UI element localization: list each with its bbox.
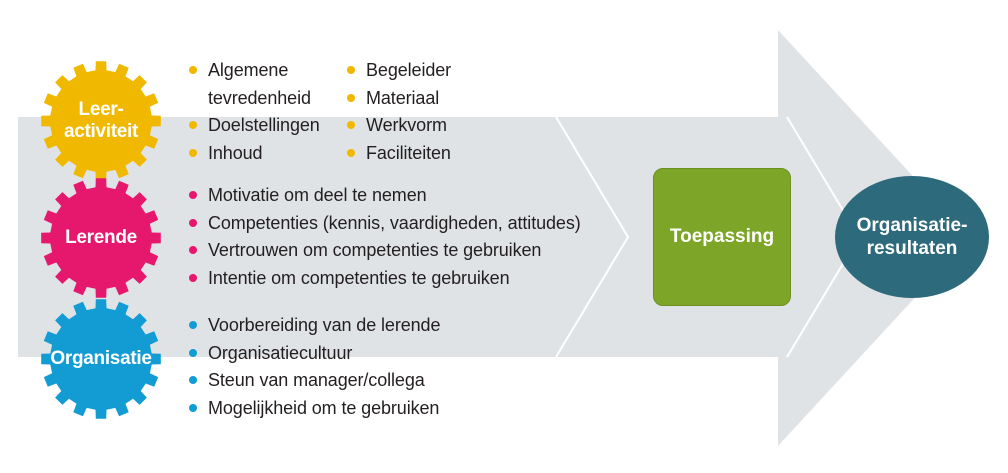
bullet-dot xyxy=(189,219,197,227)
list-item xyxy=(189,312,440,340)
list-item-text: Materiaal xyxy=(366,87,440,108)
bullet-dot xyxy=(189,349,197,357)
list-item xyxy=(189,85,342,113)
list-item-text: Intentie om competenties te gebruiken xyxy=(208,267,510,288)
list-item-text: Voorbereiding van de lerende xyxy=(208,315,441,335)
list-item xyxy=(189,367,440,395)
list-item xyxy=(189,182,581,210)
list-item-text: Begeleider xyxy=(366,60,452,80)
list-item xyxy=(189,57,342,85)
bullet-dot xyxy=(189,66,197,74)
bullet-dot xyxy=(189,274,197,282)
list-item xyxy=(189,237,581,265)
bullet-dot xyxy=(189,246,197,254)
leeractiviteit-list-right xyxy=(347,57,451,167)
list-item xyxy=(347,140,451,168)
list-item-text: tevredenheid xyxy=(208,87,311,108)
list-item-text: Mogelijkheid om te gebruiken xyxy=(208,397,440,418)
list-item xyxy=(189,395,440,423)
bullet-dot xyxy=(189,149,197,157)
gear-label-lerende: Lerende xyxy=(65,227,137,248)
list-item-text: Organisatiecultuur xyxy=(208,342,353,363)
list-item-text: Werkvorm xyxy=(366,115,447,135)
bullet-dot xyxy=(189,376,197,384)
bullet-dot xyxy=(189,404,197,412)
list-item xyxy=(189,210,581,238)
organisatieresultaten-label: Organisatie- resultaten xyxy=(856,215,968,259)
list-item-text: Algemene xyxy=(208,60,343,80)
list-item-text: Steun van manager/collega xyxy=(208,370,425,390)
list-item xyxy=(189,112,342,140)
bullet-dot xyxy=(347,94,355,102)
bullet-dot xyxy=(347,121,355,129)
list-item-text: Competenties (kennis, vaardigheden, attitudes) xyxy=(208,212,581,233)
organisatie-list xyxy=(189,312,440,422)
list-item xyxy=(347,57,451,85)
list-item xyxy=(347,85,451,113)
list-item xyxy=(347,112,451,140)
lerende-list xyxy=(189,182,581,292)
gear-label-organisatie: Organisatie xyxy=(50,348,152,369)
list-item xyxy=(189,140,342,168)
list-item-text: Inhoud xyxy=(208,142,263,163)
list-item xyxy=(189,340,440,368)
bullet-dot xyxy=(189,191,197,199)
list-item-text: Vertrouwen om competenties te gebruiken xyxy=(208,240,542,260)
list-item xyxy=(189,265,581,293)
list-item-text: Doelstellingen xyxy=(208,115,320,135)
bullet-dot xyxy=(347,66,355,74)
list-item-text: Faciliteiten xyxy=(366,142,451,163)
bullet-dot xyxy=(189,121,197,129)
toepassing-box xyxy=(653,168,791,306)
bullet-dot xyxy=(347,149,355,157)
toepassing-label: Toepassing xyxy=(669,226,775,247)
bullet-dot xyxy=(189,321,197,329)
list-item-text: Motivatie om deel te nemen xyxy=(208,185,427,205)
gear-label-leeractiviteit: Leer- activiteit xyxy=(63,99,139,142)
organisatieresultaten-ellipse xyxy=(835,176,989,298)
leeractiviteit-list-left xyxy=(189,57,342,167)
